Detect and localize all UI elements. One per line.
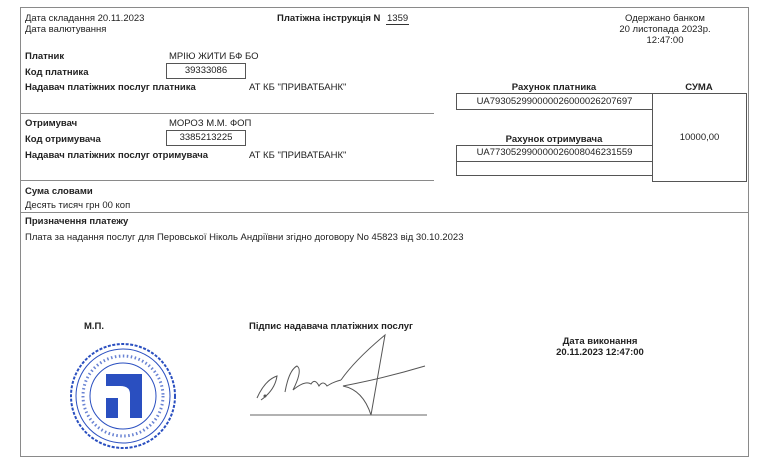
payer-account-label: Рахунок платника	[511, 82, 597, 93]
recipient-provider: АТ КБ "ПРИВАТБАНК"	[249, 150, 347, 161]
execution-date: 20.11.2023 12:47:00	[556, 347, 644, 358]
instruction-number: 1359	[387, 13, 409, 24]
bank-stamp-icon	[68, 340, 178, 452]
recipient-account: UA773052990000026008046231559	[457, 146, 652, 162]
instruction-label: Платіжна інструкція N	[277, 13, 381, 24]
purpose-label: Призначення платежу	[25, 216, 129, 227]
recipient-code-box: 3385213225	[166, 130, 246, 146]
recipient-name: МОРОЗ М.М. ФОП	[169, 118, 252, 129]
payer-name: МРІЮ ЖИТИ БФ БО	[169, 51, 259, 62]
amount-words-label: Сума словами	[25, 186, 93, 197]
received-time: 12:47:00	[646, 35, 684, 46]
payer-code-label: Код платника	[25, 67, 89, 78]
recipient-separator	[20, 180, 434, 181]
payer-account-box: UA793052990000026000026207697	[456, 93, 653, 110]
words-separator	[20, 212, 749, 213]
received-date: 20 листопада 2023р.	[619, 24, 711, 35]
payer-separator	[20, 113, 434, 114]
payer-provider-label: Надавач платіжних послуг платника	[25, 82, 196, 93]
purpose-text: Плата за надання послуг для Перовської Ніколь Андріївни згідно договору No 45823 від 30.10.2023	[25, 232, 464, 243]
recipient-provider-label: Надавач платіжних послуг отримувача	[25, 150, 209, 161]
payer-label: Платник	[25, 51, 65, 62]
payer-code-box: 39333086	[166, 63, 246, 79]
recipient-account-box	[456, 145, 653, 176]
value-date-label: Дата валютування	[25, 24, 107, 35]
recipient-account-label: Рахунок отримувача	[505, 134, 603, 145]
execution-date-block	[540, 336, 660, 358]
amount-words: Десять тисяч грн 00 коп	[25, 200, 131, 211]
signature-label: Підпис надавача платіжних послуг	[249, 321, 413, 332]
received-by-bank	[600, 13, 730, 46]
payer-provider: АТ КБ "ПРИВАТБАНК"	[249, 82, 347, 93]
recipient-code-label: Код отримувача	[25, 134, 101, 145]
stamp-label: М.П.	[84, 321, 105, 332]
execution-label: Дата виконання	[562, 336, 638, 347]
recipient-label: Отримувач	[25, 118, 78, 129]
date-created: Дата складання 20.11.2023	[25, 13, 145, 24]
amount-label: СУМА	[685, 82, 713, 93]
received-label: Одержано банком	[625, 13, 705, 24]
signature-icon	[245, 330, 430, 420]
amount-box: 10000,00	[652, 93, 747, 182]
